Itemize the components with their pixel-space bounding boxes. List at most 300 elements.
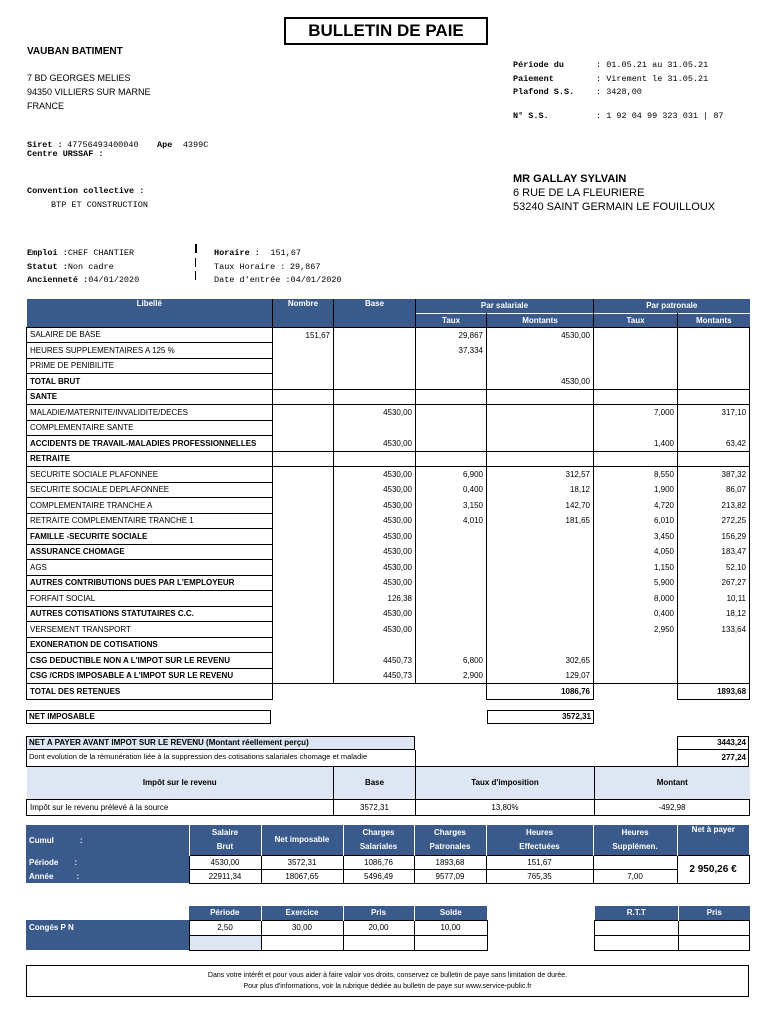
table-row xyxy=(27,513,750,529)
cell-montant-salarial: 312,57 xyxy=(487,467,594,483)
cell-montant-salarial xyxy=(487,451,594,467)
table-row xyxy=(27,575,750,591)
conges-h-solde: Solde xyxy=(414,906,487,920)
impot-taux: 13,80% xyxy=(416,799,595,815)
cell-taux-salarial: 2,900 xyxy=(416,668,487,684)
cell-taux-salarial xyxy=(416,575,487,591)
cell-taux-patronal: 4,720 xyxy=(594,498,678,514)
cumul-label-cell xyxy=(26,825,189,855)
cumul-h-heures1: Heures xyxy=(486,825,593,839)
cell-base: 4450,73 xyxy=(334,653,416,669)
total-patronal: 1893,68 xyxy=(678,684,750,700)
rtt-cell-3 xyxy=(595,935,679,950)
periode-label: Période du xyxy=(513,60,565,70)
cell-taux-salarial xyxy=(416,544,487,560)
statut-value: Non cadre xyxy=(67,262,114,272)
conges-h-exercice: Exercice xyxy=(261,906,343,920)
cell-base: 4530,00 xyxy=(334,482,416,498)
cumul-h-salaire2: Brut xyxy=(189,839,261,855)
cell-taux-patronal xyxy=(594,327,678,343)
cell-base: 4530,00 xyxy=(334,560,416,576)
header-taux-patronal: Taux xyxy=(594,313,678,327)
cell-montant-salarial xyxy=(487,591,594,607)
cell-libelle: TOTAL BRUT xyxy=(27,374,273,390)
ape-value: 4399C xyxy=(182,140,209,150)
cell-taux-salarial: 6,900 xyxy=(416,467,487,483)
entree-label: Date d'entrée : xyxy=(214,275,291,285)
cell-montant-patronal: 156,29 xyxy=(678,529,750,545)
rtt-cell-2 xyxy=(679,920,750,935)
cell-taux-patronal xyxy=(594,358,678,374)
conges-empty-1 xyxy=(189,935,261,950)
cell-taux-salarial xyxy=(416,374,487,390)
emploi-value: CHEF CHANTIER xyxy=(67,248,135,258)
cell-libelle: CSG DEDUCTIBLE NON A L'IMPOT SUR LE REVENU xyxy=(27,653,273,669)
cell-nombre xyxy=(273,575,334,591)
impot-header-taux: Taux d'imposition xyxy=(416,767,595,799)
cell-nombre xyxy=(273,606,334,622)
cell-taux-salarial xyxy=(416,591,487,607)
table-row xyxy=(27,622,750,638)
cumul-net-payer-value: 2 950,26 € xyxy=(677,855,749,883)
cell-montant-patronal: 63,42 xyxy=(678,436,750,452)
cell-base xyxy=(334,389,416,405)
impot-label: Impôt sur le revenu prélevé à la source xyxy=(27,799,334,815)
footer-line2: Pour plus d'informations, voir la rubrique dédiée au bulletin de paye sur www.service-public.fr xyxy=(243,983,532,990)
convention-label: Convention collective : xyxy=(27,186,145,196)
cumul-annee-label: Année xyxy=(29,871,54,881)
conges-empty-3 xyxy=(343,935,414,950)
cell-montant-patronal xyxy=(678,420,750,436)
cell-libelle: HEURES SUPPLEMENTAIRES A 125 % xyxy=(27,343,273,359)
taux-label: Taux Horaire : xyxy=(214,262,286,272)
footer-notice xyxy=(26,965,749,997)
cumul-periode-label: Période xyxy=(29,857,59,867)
employee-address2: 53240 SAINT GERMAIN LE FOUILLOUX xyxy=(513,201,716,213)
cell-montant-patronal xyxy=(678,668,750,684)
header-par-salariale: Par salariale xyxy=(416,299,594,313)
employer-address1: 7 BD GEORGES MELIES xyxy=(27,73,131,83)
cell-libelle: PRIME DE PENIBILITE xyxy=(27,358,273,374)
cell-nombre xyxy=(273,358,334,374)
cell-libelle: RETRAITE xyxy=(27,451,273,467)
table-row xyxy=(27,405,750,421)
cell-libelle: AUTRES COTISATIONS STATUTAIRES C.C. xyxy=(27,606,273,622)
cell-nombre xyxy=(273,343,334,359)
urssaf-label: Centre URSSAF : xyxy=(27,149,104,159)
table-row xyxy=(27,544,750,560)
cumul-table xyxy=(26,825,750,884)
cell-base xyxy=(334,374,416,390)
cell-taux-salarial xyxy=(416,451,487,467)
horaire-label: Horaire : xyxy=(214,248,260,258)
cell-montant-salarial xyxy=(487,606,594,622)
conges-empty-label xyxy=(26,935,189,950)
header-base: Base xyxy=(334,299,416,327)
table-row xyxy=(27,591,750,607)
rtt-h-pris: Pris xyxy=(679,906,750,920)
table-row xyxy=(27,637,750,653)
cell-montant-salarial: 4530,00 xyxy=(487,327,594,343)
ss-label: N° S.S. xyxy=(513,111,549,121)
cumul-h-salaire1: Salaire xyxy=(189,825,261,839)
cell-taux-salarial xyxy=(416,637,487,653)
conges-table xyxy=(26,906,488,951)
cell-base: 4530,00 xyxy=(334,575,416,591)
cell-montant-salarial xyxy=(487,420,594,436)
total-salarial: 1086,76 xyxy=(487,684,594,700)
cell-taux-patronal xyxy=(594,374,678,390)
table-row xyxy=(27,420,750,436)
cell-montant-patronal: 267,27 xyxy=(678,575,750,591)
cell-montant-patronal xyxy=(678,374,750,390)
cell-taux-patronal xyxy=(594,653,678,669)
periode-value: : 01.05.21 au 31.05.21 xyxy=(596,60,709,70)
siret-value: 47756493400040 xyxy=(67,140,139,150)
table-row xyxy=(27,498,750,514)
header-par-patronale: Par patronale xyxy=(594,299,750,313)
cell-montant-patronal xyxy=(678,358,750,374)
cumul-colon: : xyxy=(79,835,83,845)
header-libelle: Libellé xyxy=(27,299,273,327)
table-row xyxy=(27,327,750,343)
cell-taux-salarial: 4,010 xyxy=(416,513,487,529)
net-payer-value: 3443,24 xyxy=(677,736,749,750)
conges-h-pris: Pris xyxy=(343,906,414,920)
total-empty-1 xyxy=(273,684,334,700)
cell-base: 4530,00 xyxy=(334,622,416,638)
anciennete-line xyxy=(27,269,139,287)
cumul-h-net: Net imposable xyxy=(261,825,343,855)
conges-periode: 2,50 xyxy=(189,920,261,935)
plafond-label: Plafond S.S. xyxy=(513,87,575,97)
total-empty-3 xyxy=(416,684,487,700)
table-row xyxy=(27,451,750,467)
cumul-annee-label-cell xyxy=(26,869,189,883)
cell-libelle: SECURITE SOCIALE DEPLAFONNEE xyxy=(27,482,273,498)
employer-address2: 94350 VILLIERS SUR MARNE xyxy=(27,87,151,97)
cell-montant-salarial xyxy=(487,358,594,374)
cell-nombre xyxy=(273,451,334,467)
cumul-annee-charges-s: 5496,49 xyxy=(343,869,414,883)
entree-value: 04/01/2020 xyxy=(290,275,342,285)
rtt-h: R.T.T xyxy=(595,906,679,920)
cumul-periode-charges-s: 1086,76 xyxy=(343,855,414,869)
cell-taux-patronal: 2,950 xyxy=(594,622,678,638)
cell-base: 4530,00 xyxy=(334,513,416,529)
cell-taux-salarial: 29,867 xyxy=(416,327,487,343)
cell-libelle: FORFAIT SOCIAL xyxy=(27,591,273,607)
cell-taux-salarial xyxy=(416,560,487,576)
cell-montant-patronal: 10,11 xyxy=(678,591,750,607)
cumul-h-charges-s2: Salariales xyxy=(343,839,414,855)
cell-montant-salarial xyxy=(487,575,594,591)
table-row xyxy=(27,529,750,545)
cell-libelle: ACCIDENTS DE TRAVAIL-MALADIES PROFESSIONNELLES xyxy=(27,436,273,452)
cumul-h-charges-p1: Charges xyxy=(414,825,486,839)
rtt-cell-1 xyxy=(595,920,679,935)
cell-libelle: AGS xyxy=(27,560,273,576)
cell-taux-patronal: 4,050 xyxy=(594,544,678,560)
cell-nombre xyxy=(273,653,334,669)
cumul-h-heures-s2: Supplémen. xyxy=(593,839,677,855)
convention-value: BTP ET CONSTRUCTION xyxy=(51,200,148,210)
cell-taux-salarial xyxy=(416,622,487,638)
cell-nombre xyxy=(273,513,334,529)
employer-name: VAUBAN BATIMENT xyxy=(27,46,123,57)
cell-nombre xyxy=(273,389,334,405)
cell-montant-salarial: 129,07 xyxy=(487,668,594,684)
cell-taux-patronal: 0,400 xyxy=(594,606,678,622)
cell-nombre xyxy=(273,467,334,483)
cumul-annee-brut: 22911,34 xyxy=(189,869,261,883)
cell-montant-salarial: 181,65 xyxy=(487,513,594,529)
cell-montant-salarial xyxy=(487,544,594,560)
cell-nombre xyxy=(273,668,334,684)
cell-montant-salarial xyxy=(487,405,594,421)
header-montants-salarial: Montants xyxy=(487,313,594,327)
cell-nombre xyxy=(273,622,334,638)
net-imposable-label: NET IMPOSABLE xyxy=(26,710,271,724)
cumul-periode-colon: : xyxy=(74,857,78,867)
cell-montant-salarial: 142,70 xyxy=(487,498,594,514)
document-title: BULLETIN DE PAIE xyxy=(284,17,488,45)
cell-montant-salarial xyxy=(487,529,594,545)
cell-montant-salarial: 4530,00 xyxy=(487,374,594,390)
table-row xyxy=(27,436,750,452)
cell-nombre xyxy=(273,374,334,390)
cell-montant-salarial xyxy=(487,560,594,576)
cell-taux-patronal: 1,150 xyxy=(594,560,678,576)
cell-libelle: EXONERATION DE COTISATIONS xyxy=(27,637,273,653)
total-label: TOTAL DES RETENUES xyxy=(27,684,273,700)
cell-libelle: CSG /CRDS IMPOSABLE A L'IMPOT SUR LE REVENU xyxy=(27,668,273,684)
horaire-value: 151,67 xyxy=(270,248,301,258)
cell-taux-patronal: 8,550 xyxy=(594,467,678,483)
conges-h-periode: Période xyxy=(189,906,261,920)
conges-pris: 20,00 xyxy=(343,920,414,935)
header-nombre: Nombre xyxy=(273,299,334,327)
cell-libelle: AUTRES CONTRIBUTIONS DUES PAR L'EMPLOYEUR xyxy=(27,575,273,591)
cumul-annee-colon: : xyxy=(76,871,80,881)
entree-line xyxy=(214,269,342,287)
cell-nombre xyxy=(273,544,334,560)
impot-base: 3572,31 xyxy=(334,799,416,815)
conges-exercice: 30,00 xyxy=(261,920,343,935)
cell-taux-patronal xyxy=(594,343,678,359)
total-empty-2 xyxy=(334,684,416,700)
paiement-value: : Virement le 31.05.21 xyxy=(596,74,709,84)
table-row xyxy=(27,389,750,405)
cell-libelle: SECURITE SOCIALE PLAFONNEE xyxy=(27,467,273,483)
cumul-h-net-payer: Net à payer xyxy=(677,825,749,855)
cumul-annee-net: 18067,65 xyxy=(261,869,343,883)
cell-taux-patronal: 3,450 xyxy=(594,529,678,545)
conges-empty-4 xyxy=(414,935,487,950)
anciennete-value: 04/01/2020 xyxy=(88,275,140,285)
header-taux-salarial: Taux xyxy=(416,313,487,327)
ss-value: : 1 92 04 99 323 031 | 87 xyxy=(596,111,724,121)
conges-solde: 10,00 xyxy=(414,920,487,935)
cell-base: 4530,00 xyxy=(334,467,416,483)
cell-taux-patronal xyxy=(594,451,678,467)
cell-montant-patronal: 272,25 xyxy=(678,513,750,529)
cell-taux-patronal xyxy=(594,389,678,405)
table-row xyxy=(27,482,750,498)
anciennete-label: Ancienneté : xyxy=(27,275,89,285)
cell-montant-salarial xyxy=(487,343,594,359)
cell-montant-salarial xyxy=(487,622,594,638)
cell-nombre xyxy=(273,420,334,436)
conges-label: Congés P N xyxy=(26,920,189,935)
cell-base: 4450,73 xyxy=(334,668,416,684)
cell-taux-salarial xyxy=(416,436,487,452)
cumul-periode-charges-p: 1893,68 xyxy=(414,855,486,869)
cell-montant-patronal xyxy=(678,451,750,467)
cell-libelle: COMPLEMENTAIRE TRANCHE A xyxy=(27,498,273,514)
cell-nombre xyxy=(273,529,334,545)
evolution-row xyxy=(26,750,749,767)
cumul-h-heures-s1: Heures xyxy=(593,825,677,839)
employee-address1: 6 RUE DE LA FLEURIERE xyxy=(513,187,645,199)
net-imposable-value: 3572,31 xyxy=(487,710,594,724)
cell-base: 126,38 xyxy=(334,591,416,607)
cell-taux-salarial xyxy=(416,405,487,421)
cell-libelle: RETRAITE COMPLEMENTAIRE TRANCHE 1 xyxy=(27,513,273,529)
cumul-periode-net: 3572,31 xyxy=(261,855,343,869)
cell-base: 4530,00 xyxy=(334,544,416,560)
cumul-h-charges-p2: Patronales xyxy=(414,839,486,855)
cell-montant-patronal: 86,07 xyxy=(678,482,750,498)
cell-montant-patronal xyxy=(678,389,750,405)
cell-nombre xyxy=(273,591,334,607)
cell-montant-patronal xyxy=(678,653,750,669)
net-payer-label: NET A PAYER AVANT IMPOT SUR LE REVENU (Montant réellement perçu) xyxy=(26,736,415,750)
cell-montant-patronal xyxy=(678,327,750,343)
cell-nombre xyxy=(273,560,334,576)
cell-base xyxy=(334,420,416,436)
cell-taux-patronal: 1,900 xyxy=(594,482,678,498)
employee-name: MR GALLAY SYLVAIN xyxy=(513,173,627,185)
cell-base: 4530,00 xyxy=(334,405,416,421)
cell-taux-patronal xyxy=(594,637,678,653)
job-divider xyxy=(195,242,197,282)
cell-taux-patronal: 6,010 xyxy=(594,513,678,529)
table-row xyxy=(27,358,750,374)
cell-montant-salarial xyxy=(487,436,594,452)
payslip-table xyxy=(26,299,750,700)
cell-taux-patronal xyxy=(594,668,678,684)
impot-header-base: Base xyxy=(334,767,416,799)
table-row xyxy=(27,343,750,359)
cell-nombre: 151,67 xyxy=(273,327,334,343)
cell-libelle: MALADIE/MATERNITE/INVALIDITE/DECES xyxy=(27,405,273,421)
table-row xyxy=(27,467,750,483)
cell-taux-salarial: 37,334 xyxy=(416,343,487,359)
plafond-value: : 3428,00 xyxy=(596,87,642,97)
cell-taux-patronal xyxy=(594,420,678,436)
cell-base: 4530,00 xyxy=(334,529,416,545)
cell-taux-patronal: 5,900 xyxy=(594,575,678,591)
cell-taux-salarial xyxy=(416,529,487,545)
ape-label: Ape xyxy=(157,140,173,150)
cell-base xyxy=(334,637,416,653)
cell-libelle: SANTE xyxy=(27,389,273,405)
total-empty-4 xyxy=(594,684,678,700)
cell-taux-salarial xyxy=(416,606,487,622)
impot-table xyxy=(26,767,750,816)
cell-montant-patronal xyxy=(678,637,750,653)
cell-montant-patronal: 317,10 xyxy=(678,405,750,421)
cell-libelle: ASSURANCE CHOMAGE xyxy=(27,544,273,560)
impot-header-montant: Montant xyxy=(595,767,750,799)
statut-label: Statut : xyxy=(27,262,68,272)
conges-header-empty xyxy=(26,906,189,920)
employer-country: FRANCE xyxy=(27,101,65,111)
cell-libelle: FAMILLE -SECURITE SOCIALE xyxy=(27,529,273,545)
cell-base xyxy=(334,358,416,374)
cumul-annee-heures-s: 7,00 xyxy=(593,869,677,883)
cell-montant-patronal: 18,12 xyxy=(678,606,750,622)
table-row xyxy=(27,668,750,684)
rtt-cell-4 xyxy=(679,935,750,950)
header-montants-patronal: Montants xyxy=(678,313,750,327)
cell-base xyxy=(334,343,416,359)
cumul-h-heures2: Effectuées xyxy=(486,839,593,855)
cell-libelle: VERSEMENT TRANSPORT xyxy=(27,622,273,638)
cell-taux-patronal: 8,000 xyxy=(594,591,678,607)
cell-taux-salarial: 6,800 xyxy=(416,653,487,669)
footer-line1: Dans votre intérêt et pour vous aider à faire valoir vos droits, conservez ce bulletin de paye sans limitation de durée. xyxy=(207,972,568,979)
total-row xyxy=(27,684,750,700)
taux-value: 29,867 xyxy=(289,262,321,272)
cell-montant-salarial xyxy=(487,389,594,405)
cumul-annee-charges-p: 9577,09 xyxy=(414,869,486,883)
cell-taux-salarial xyxy=(416,389,487,405)
cell-montant-patronal: 387,32 xyxy=(678,467,750,483)
rtt-table xyxy=(594,906,750,951)
impot-header-label: Impôt sur le revenu xyxy=(27,767,334,799)
cell-nombre xyxy=(273,482,334,498)
cell-base: 4530,00 xyxy=(334,498,416,514)
cell-montant-salarial: 18,12 xyxy=(487,482,594,498)
cell-libelle: SALAIRE DE BASE xyxy=(27,327,273,343)
cell-nombre xyxy=(273,436,334,452)
impot-montant: -492,98 xyxy=(595,799,750,815)
cumul-annee-heures: 765,35 xyxy=(486,869,593,883)
cell-montant-patronal xyxy=(678,343,750,359)
cumul-periode-brut: 4530,00 xyxy=(189,855,261,869)
cell-montant-patronal: 52,10 xyxy=(678,560,750,576)
cell-taux-salarial: 0,400 xyxy=(416,482,487,498)
cell-montant-patronal: 213,82 xyxy=(678,498,750,514)
evolution-value: 277,24 xyxy=(721,753,746,762)
evolution-label: Dont evolution de la rémunération liée à la suppression des cotisations salariales chomage et maladie xyxy=(29,752,368,761)
cell-base: 4530,00 xyxy=(334,436,416,452)
emploi-label: Emploi : xyxy=(27,248,68,258)
table-row xyxy=(27,606,750,622)
cell-taux-patronal: 1,400 xyxy=(594,436,678,452)
cumul-periode-heures-s xyxy=(593,855,677,869)
table-row xyxy=(27,374,750,390)
cumul-h-charges-s1: Charges xyxy=(343,825,414,839)
cell-montant-salarial: 302,65 xyxy=(487,653,594,669)
cumul-periode-heures: 151,67 xyxy=(486,855,593,869)
cell-nombre xyxy=(273,637,334,653)
paiement-label: Paiement xyxy=(513,74,554,84)
cell-taux-patronal: 7,000 xyxy=(594,405,678,421)
cumul-label: Cumul xyxy=(29,835,54,845)
